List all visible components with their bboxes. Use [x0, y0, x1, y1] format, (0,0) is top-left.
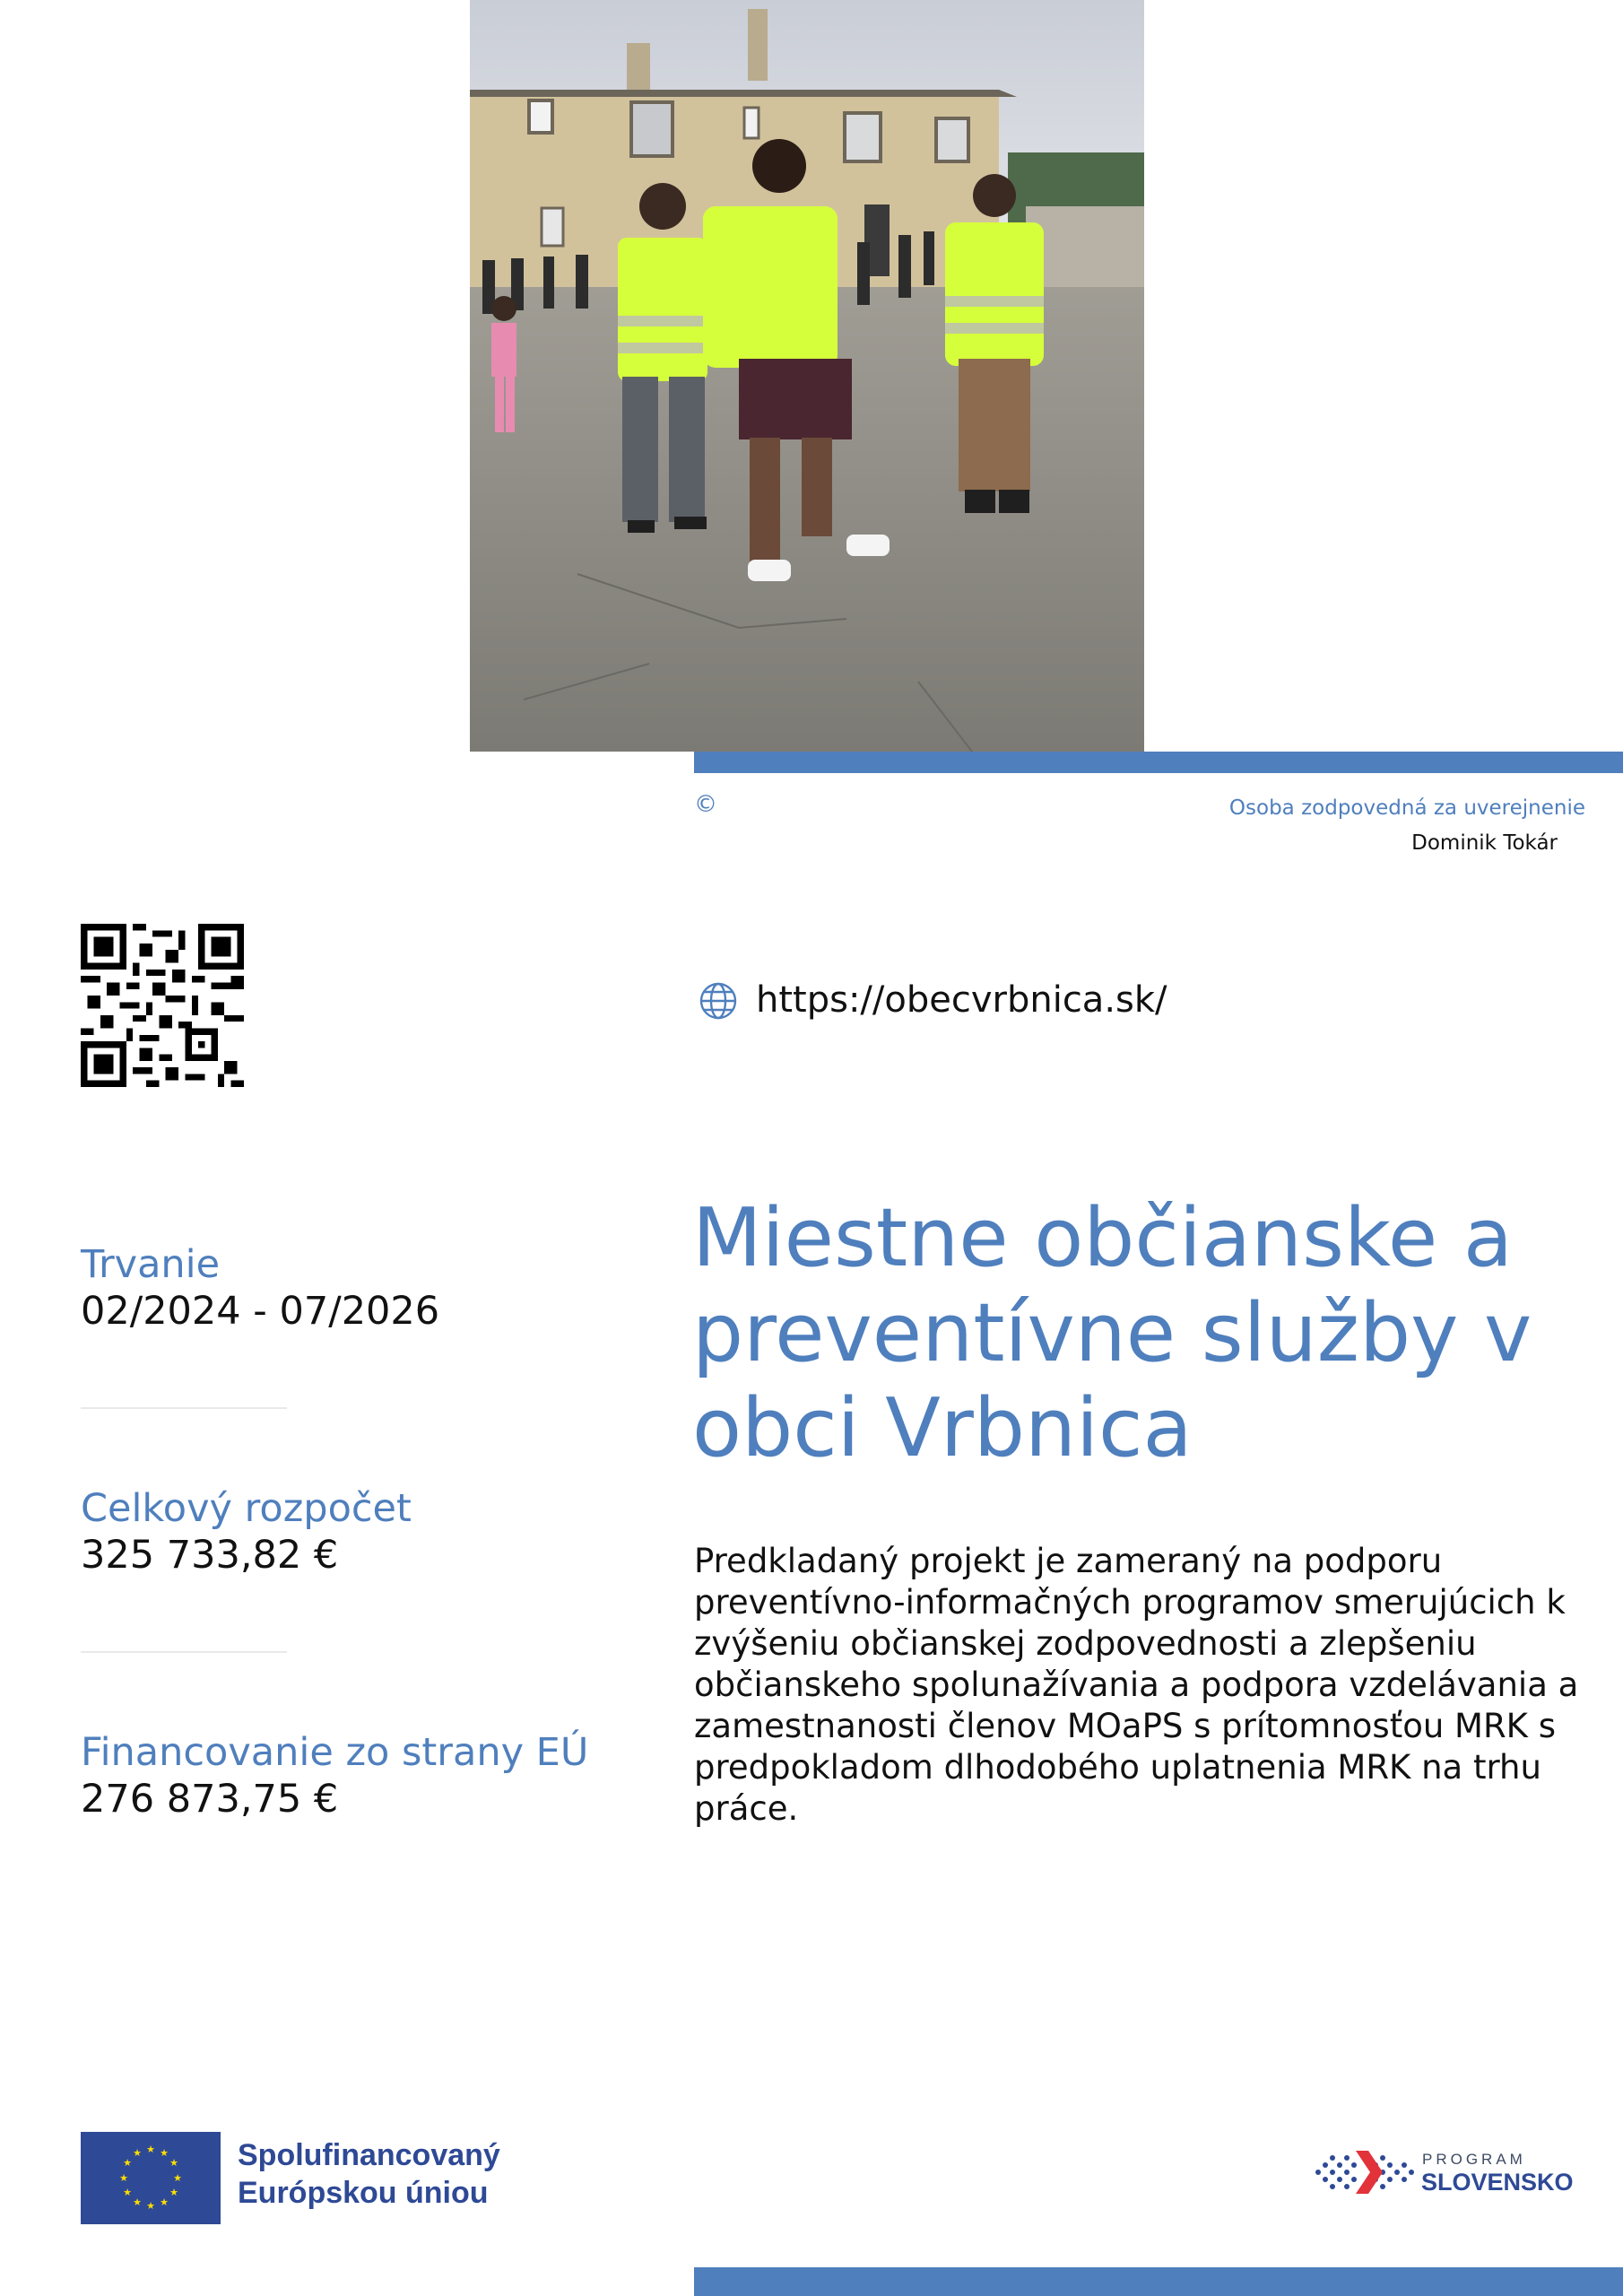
svg-text:★: ★ — [146, 2144, 155, 2155]
svg-text:★: ★ — [169, 2187, 178, 2198]
duration-label: Trvanie — [81, 1242, 221, 1287]
accent-bar-top — [694, 752, 1623, 773]
eu-funding-block — [81, 1729, 588, 1822]
svg-text:★: ★ — [119, 2172, 128, 2184]
responsible-person-label: Osoba zodpovedná za uverejnenie — [1228, 796, 1585, 820]
duration-block — [81, 1241, 439, 1335]
divider — [81, 1651, 287, 1653]
program-slovensko-logo-icon — [1311, 2145, 1415, 2199]
eu-flag-logo — [81, 2132, 221, 2224]
eu-funding-label: Financovanie zo strany EÚ — [81, 1730, 589, 1775]
program-label: PROGRAM — [1422, 2151, 1526, 2168]
budget-label: Celkový rozpočet — [81, 1486, 412, 1531]
website-link[interactable]: https://obecvrbnica.sk/ — [756, 979, 1167, 1021]
svg-text:★: ★ — [133, 2196, 142, 2208]
svg-text:★: ★ — [123, 2157, 132, 2169]
qr-code[interactable] — [81, 924, 244, 1087]
svg-text:★: ★ — [146, 2200, 155, 2212]
svg-text:★: ★ — [173, 2172, 182, 2184]
budget-value: 325 733,82 € — [81, 1533, 339, 1578]
project-title: Miestne občianske a preventívne služby v obci Vrbnica — [692, 1191, 1532, 1475]
project-photo — [470, 0, 1144, 752]
copyright-symbol: © — [694, 791, 717, 818]
budget-block — [81, 1485, 412, 1578]
slovensko-label: SLOVENSKO — [1421, 2169, 1574, 2196]
globe-icon — [699, 981, 738, 1021]
svg-text:★: ★ — [133, 2147, 142, 2159]
eu-cofinanced-text — [238, 2136, 500, 2212]
eu-text-line2: Európskou úniou — [238, 2176, 489, 2210]
eu-text-line1: Spolufinancovaný — [238, 2138, 500, 2172]
eu-funding-value: 276 873,75 € — [81, 1777, 339, 1822]
responsible-person-name: Dominik Tokár — [1411, 831, 1558, 855]
svg-text:★: ★ — [123, 2187, 132, 2198]
accent-bar-bottom — [694, 2267, 1623, 2296]
svg-text:★: ★ — [169, 2157, 178, 2169]
project-description: Predkladaný projekt je zameraný na podporu preventívno-informačných programov smerujúcich k zvýšeniu občianskej zodpovednosti a zlepšeniu občianskeho spolunažívania a podpora vzdelávania a zamestnanosti členov MOaPS s prítomnosťou MRK s predpokladom dlhodobého uplatnenia MRK na trhu práce. — [694, 1542, 1579, 1828]
divider — [81, 1407, 287, 1409]
svg-text:★: ★ — [160, 2196, 169, 2208]
svg-text:★: ★ — [160, 2147, 169, 2159]
duration-value: 02/2024 - 07/2026 — [81, 1289, 440, 1334]
